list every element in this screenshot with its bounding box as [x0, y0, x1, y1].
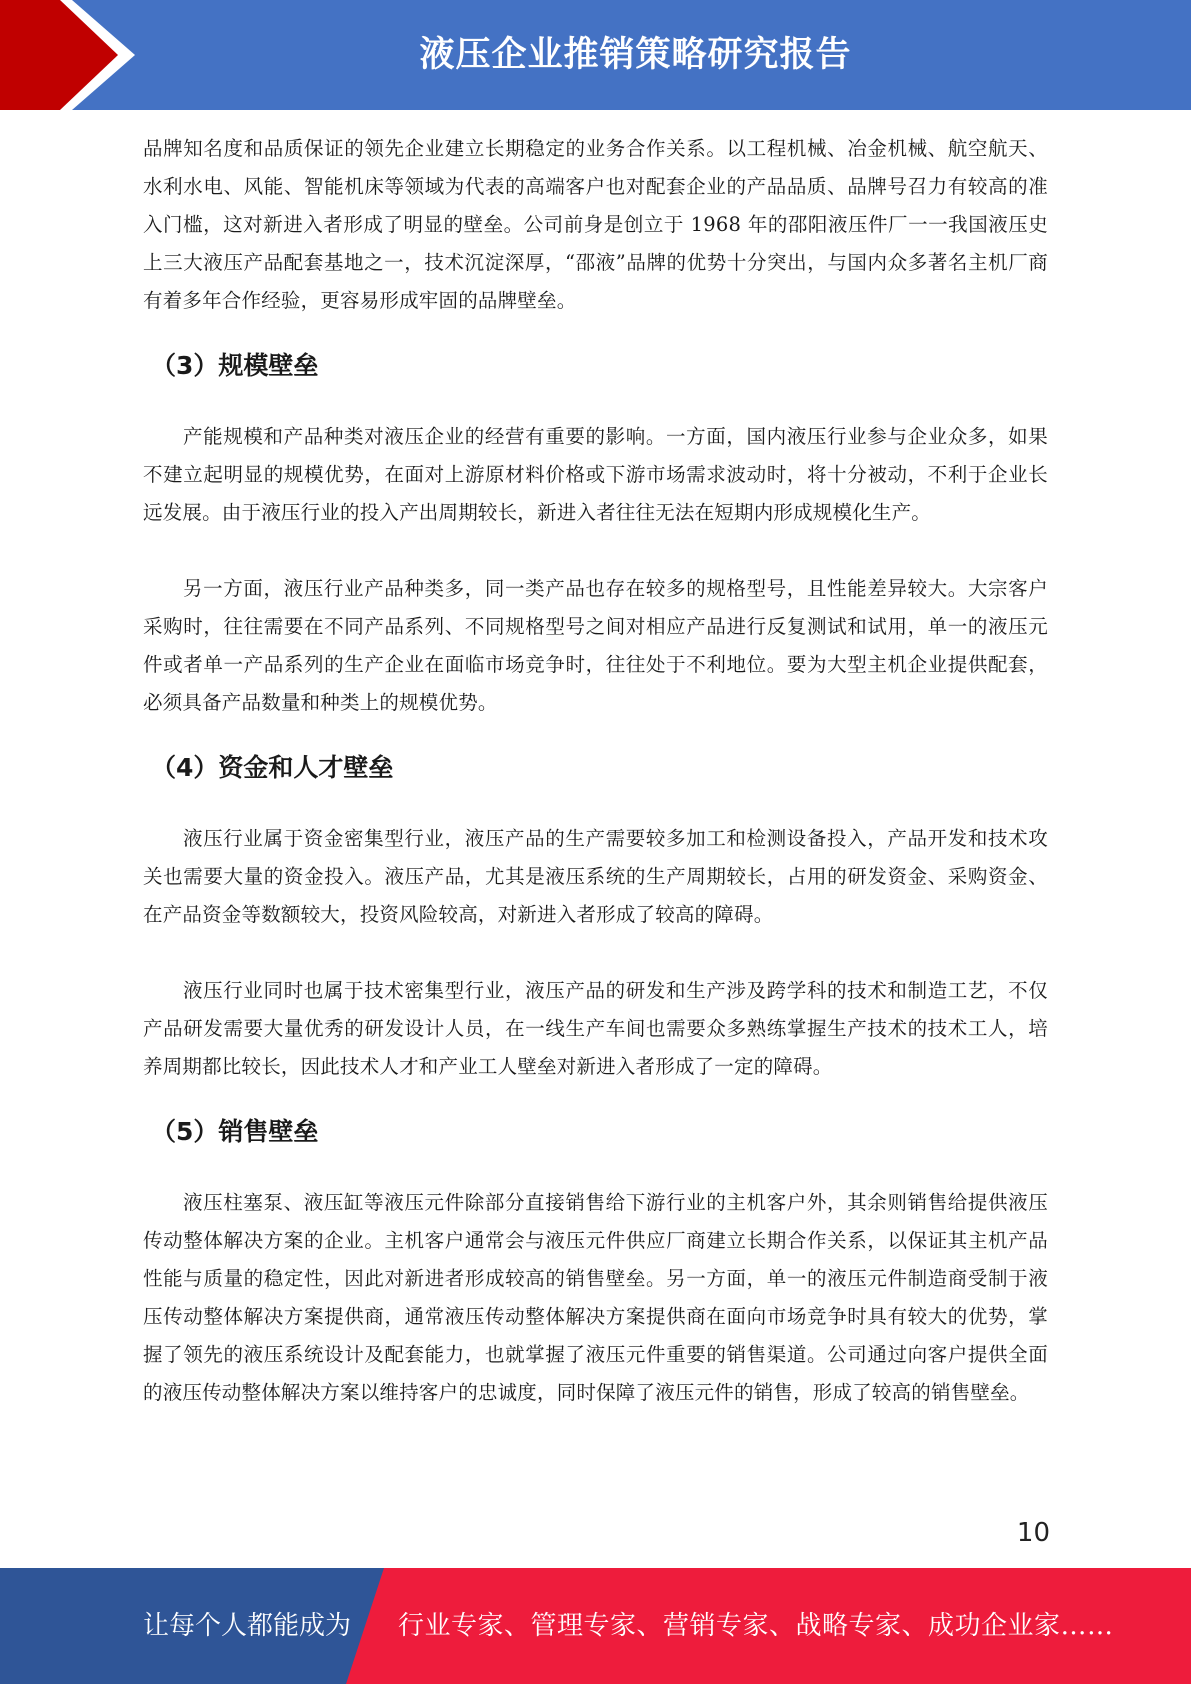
report-title: 液压企业推销策略研究报告	[419, 35, 852, 75]
body-paragraph: 另一方面，液压行业产品种类多，同一类产品也存在较多的规格型号，且性能差异较大。大宗客户采购时，往往需要在不同产品系列、不同规格型号之间对相应产品进行反复测试和试用，单一的液压元件或者单一产品系列的生产企业在面临市场竞争时，往往处于不利地位。要为大型主机企业提供配套，必须具备产品数量和种类上的规模优势。	[143, 577, 1048, 714]
body-paragraph: 液压行业属于资金密集型行业，液压产品的生产需要较多加工和检测设备投入，产品开发和技术攻关也需要大量的资金投入。液压产品，尤其是液压系统的生产周期较长，占用的研发资金、采购资金、在产品资金等数额较大，投资风险较高，对新进入者形成了较高的障碍。	[143, 827, 1048, 926]
body-paragraph: 产能规模和产品种类对液压企业的经营有重要的影响。一方面，国内液压行业参与企业众多，如果不建立起明显的规模优势，在面对上游原材料价格或下游市场需求波动时，将十分被动，不利于企业长远发展。由于液压行业的投入产出周期较长，新进入者往往无法在短期内形成规模化生产。	[143, 425, 1048, 524]
footer-slogan-right: 行业专家、管理专家、营销专家、战略专家、成功企业家……	[398, 1611, 1114, 1641]
main-content	[143, 130, 1048, 1412]
section-heading-capital-talent-barrier: （4）资金和人才壁垒	[151, 753, 394, 782]
body-paragraph: 液压柱塞泵、液压缸等液压元件除部分直接销售给下游行业的主机客户外，其余则销售给提供液压传动整体解决方案的企业。主机客户通常会与液压元件供应厂商建立长期合作关系，以保证其主机产品性能与质量的稳定性，因此对新进者形成较高的销售壁垒。另一方面，单一的液压元件制造商受制于液压传动整体解决方案提供商，通常液压传动整体解决方案提供商在面向市场竞争时具有较大的优势，掌握了领先的液压系统设计及配套能力，也就掌握了液压元件重要的销售渠道。公司通过向客户提供全面的液压传动整体解决方案以维持客户的忠诚度，同时保障了液压元件的销售，形成了较高的销售壁垒。	[143, 1191, 1048, 1404]
body-paragraph: 液压行业同时也属于技术密集型行业，液压产品的研发和生产涉及跨学科的技术和制造工艺，不仅产品研发需要大量优秀的研发设计人员，在一线生产车间也需要众多熟练掌握生产技术的技术工人，培养周期都比较长，因此技术人才和产业工人壁垒对新进入者形成了一定的障碍。	[143, 979, 1048, 1078]
page-number: 10	[1016, 1518, 1050, 1548]
page-footer	[0, 1568, 1191, 1684]
intro-paragraph: 品牌知名度和品质保证的领先企业建立长期稳定的业务合作关系。以工程机械、冶金机械、航空航天、水利水电、风能、智能机床等领域为代表的高端客户也对配套企业的产品品质、品牌号召力有较高的准入门槛，这对新进入者形成了明显的壁垒。公司前身是创立于 1968 年的邵阳液压件厂一一我国液压史上三大液压产品配套基地之一，技术沉淀深厚，“邵液”品牌的优势十分突出，与国内众多著名主机厂商有着多年合作经验，更容易形成牢固的品牌壁垒。	[143, 137, 1048, 312]
section-heading-sales-barrier: （5）销售壁垒	[151, 1117, 319, 1146]
section-heading-scale-barrier: （3）规模壁垒	[151, 351, 319, 380]
page-header	[0, 0, 1191, 110]
footer-slogan-left: 让每个人都能成为	[143, 1611, 352, 1641]
